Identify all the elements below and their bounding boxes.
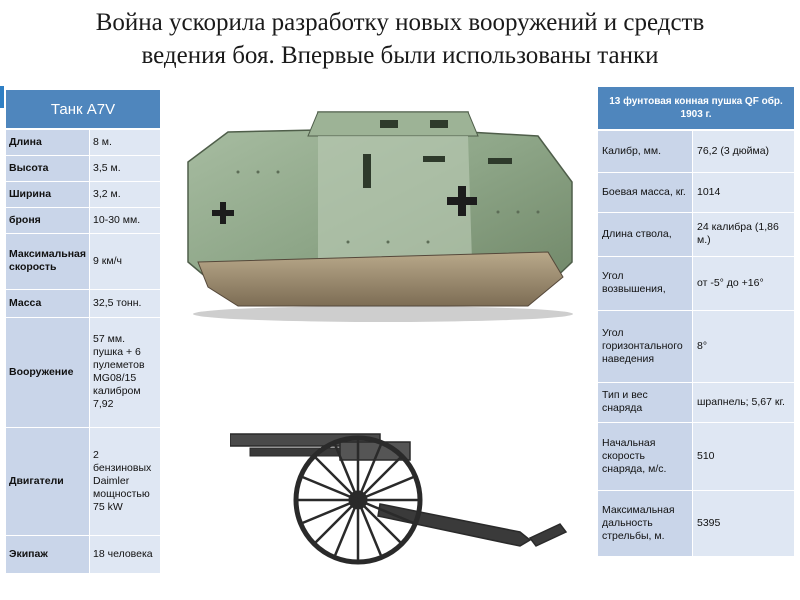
gun-table-header: 13 фунтовая конная пушка QF обр. 1903 г. (598, 87, 794, 130)
row-value: 32,5 тонн. (90, 289, 160, 317)
row-value: шрапнель; 5,67 кг. (693, 382, 795, 422)
table-row (598, 310, 794, 382)
table-row (598, 256, 794, 310)
table-row (6, 317, 160, 427)
table-row (6, 207, 160, 233)
row-label: Ширина (6, 181, 90, 207)
row-label: Вооружение (6, 317, 90, 427)
row-value: 8° (693, 310, 795, 382)
table-row (6, 233, 160, 289)
row-value: 3,2 м. (90, 181, 160, 207)
row-value: 10-30 мм. (90, 207, 160, 233)
row-label: Длина ствола, (598, 212, 693, 256)
table-row (6, 181, 160, 207)
row-label: Двигатели (6, 427, 90, 535)
row-value: 8 м. (90, 129, 160, 155)
slide-title (0, 6, 800, 72)
table-row (6, 289, 160, 317)
row-label: броня (6, 207, 90, 233)
row-label: Боевая масса, кг. (598, 172, 693, 212)
row-label: Максимальная дальность стрельбы, м. (598, 490, 693, 556)
row-label: Калибр, мм. (598, 130, 693, 172)
table-row (6, 129, 160, 155)
row-value: 3,5 м. (90, 155, 160, 181)
row-value: 76,2 (3 дюйма) (693, 130, 795, 172)
table-row (598, 490, 794, 556)
table-row (598, 422, 794, 490)
tank-spec-table (6, 90, 160, 574)
table-row (598, 212, 794, 256)
field-gun-illustration (230, 404, 570, 594)
row-value: 57 мм. пушка + 6 пулеметов MG08/15 калибром 7,92 (90, 317, 160, 427)
row-value: 2 бензиновых Daimler мощностью 75 kW (90, 427, 160, 535)
row-value: 9 км/ч (90, 233, 160, 289)
table-row (6, 427, 160, 535)
table-row (6, 535, 160, 573)
row-value: 24 калибра (1,86 м.) (693, 212, 795, 256)
row-value: 5395 (693, 490, 795, 556)
row-label: Длина (6, 129, 90, 155)
row-label: Угол горизонтального наведения (598, 310, 693, 382)
table-row (598, 130, 794, 172)
row-value: от -5° до +16° (693, 256, 795, 310)
row-value: 510 (693, 422, 795, 490)
row-label: Тип и вес снаряда (598, 382, 693, 422)
row-label: Максимальная скорость (6, 233, 90, 289)
row-value: 18 человека (90, 535, 160, 573)
tank-illustration (168, 92, 592, 330)
row-label: Начальная скорость снаряда, м/с. (598, 422, 693, 490)
accent-bar (0, 86, 4, 108)
table-row (6, 155, 160, 181)
gun-spec-table (598, 87, 794, 557)
row-label: Экипаж (6, 535, 90, 573)
row-label: Высота (6, 155, 90, 181)
title-line-1: Война ускорила разработку новых вооружений и средств (95, 9, 705, 36)
row-label: Угол возвышения, (598, 256, 693, 310)
row-value: 1014 (693, 172, 795, 212)
tank-table-header: Танк A7V (6, 90, 160, 129)
row-label: Масса (6, 289, 90, 317)
title-line-2: ведения боя. Впервые были использованы танки (141, 42, 659, 69)
table-row (598, 382, 794, 422)
table-row (598, 172, 794, 212)
